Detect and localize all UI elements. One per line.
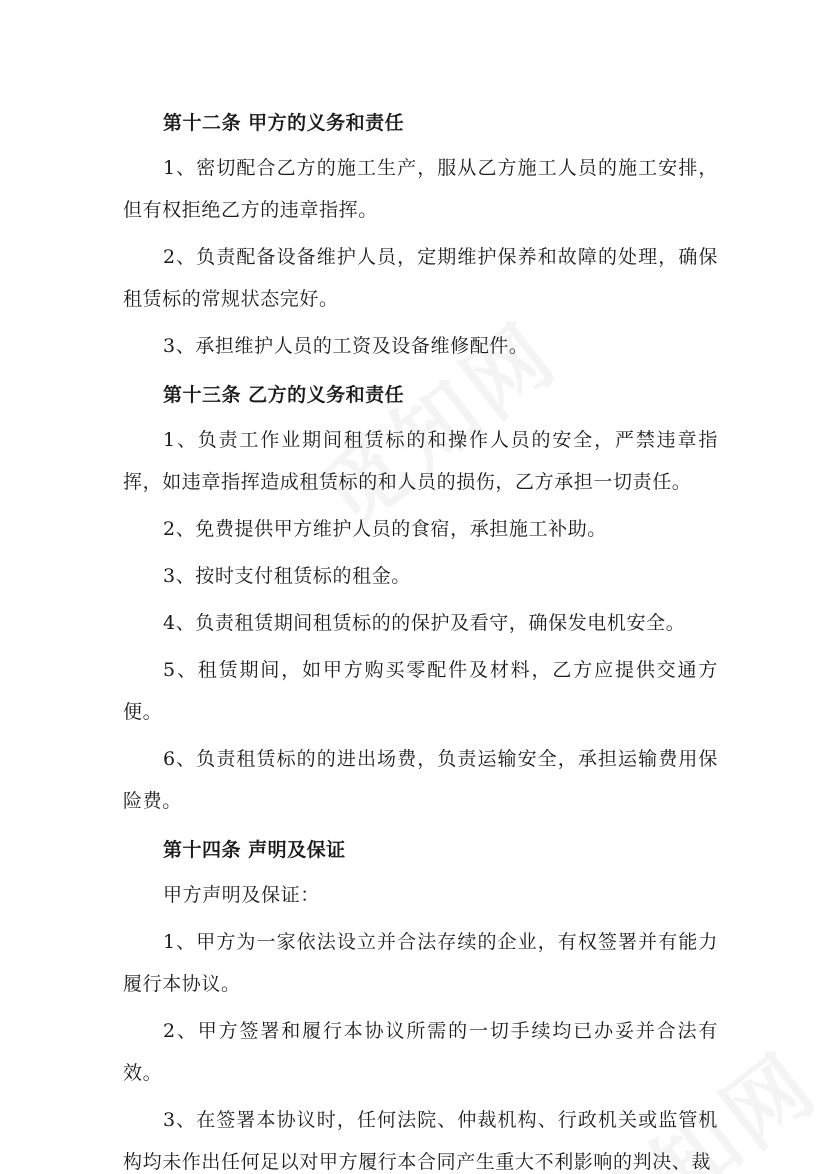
paragraph: 3、在签署本协议时，任何法院、仲裁机构、行政机关或监管机构均未作出任何足以对甲方履行本合同产生重大不利影响的判决、裁 bbox=[123, 1109, 718, 1173]
paragraph: 4、负责租赁期间租赁标的的保护及看守，确保发电机安全。 bbox=[163, 612, 686, 634]
paragraph: 3、按时支付租赁标的租金。 bbox=[163, 565, 411, 587]
paragraph: 1、密切配合乙方的施工生产，服从乙方施工人员的施工安排，但有权拒绝乙方的违章指挥。 bbox=[123, 157, 718, 221]
paragraph: 1、甲方为一家依法设立并合法存续的企业，有权签署并有能力履行本协议。 bbox=[123, 931, 718, 995]
paragraph: 6、负责租赁标的的进出场费，负责运输安全，承担运输费用保险费。 bbox=[123, 748, 718, 812]
section-heading: 第十四条 声明及保证 bbox=[163, 839, 346, 861]
paragraph: 2、免费提供甲方维护人员的食宿，承担施工补助。 bbox=[163, 518, 607, 540]
paragraph: 2、甲方签署和履行本协议所需的一切手续均已办妥并合法有效。 bbox=[123, 1020, 718, 1084]
section-heading: 第十三条 乙方的义务和责任 bbox=[163, 384, 405, 406]
section-heading: 第十二条 甲方的义务和责任 bbox=[163, 112, 405, 134]
paragraph: 5、租赁期间，如甲方购买零配件及材料，乙方应提供交通方便。 bbox=[123, 659, 718, 723]
paragraph: 3、承担维护人员的工资及设备维修配件。 bbox=[163, 335, 529, 357]
document-body bbox=[123, 100, 718, 1174]
paragraph: 1、负责工作业期间租赁标的和操作人员的安全，严禁违章指挥，如违章指挥造成租赁标的和人员的损伤，乙方承担一切责任。 bbox=[123, 429, 718, 493]
paragraph: 甲方声明及保证： bbox=[163, 884, 320, 906]
paragraph: 2、负责配备设备维护人员，定期维护保养和故障的处理，确保租赁标的常规状态完好。 bbox=[123, 246, 718, 310]
